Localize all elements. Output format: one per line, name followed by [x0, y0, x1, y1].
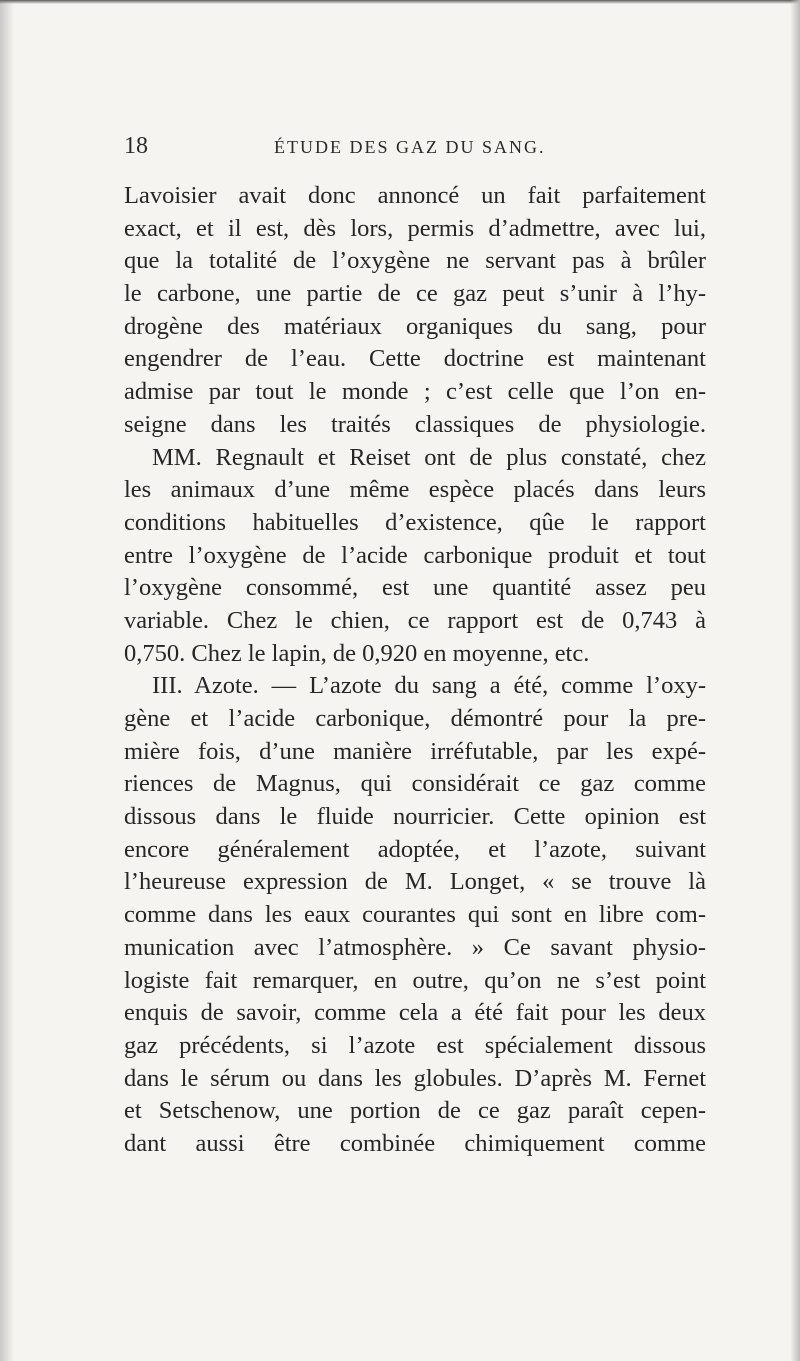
text-line: l’heureuse expression de M. Longet, « se trouve là	[124, 868, 706, 896]
text-line: gaz précédents, si l’azote est spécialement dissous	[124, 1031, 706, 1059]
text-line: Lavoisier avait donc annoncé un fait parfaitement	[124, 182, 706, 209]
text-line: variable. Chez le chien, ce rapport est de 0,743 à	[124, 606, 706, 634]
text-line: le carbone, une partie de ce gaz peut s’unir à l’hy-	[124, 280, 706, 308]
text-line: encore généralement adoptée, et l’azote, suivant	[124, 835, 706, 863]
text-line: munication avec l’atmosphère. » Ce savant physio-	[124, 933, 706, 961]
text-line: dissous dans le fluide nourricier. Cette opinion est	[124, 803, 706, 831]
binding-shadow	[0, 0, 14, 1361]
text-line: riences de Magnus, qui considérait ce gaz comme	[124, 770, 706, 798]
text-line: logiste fait remarquer, en outre, qu’on ne s’est point	[124, 966, 706, 994]
page-right-edge	[790, 0, 800, 1361]
text-line: conditions habituelles d’existence, qûe le rapport	[124, 508, 706, 536]
page-number: 18	[124, 133, 148, 159]
text-line: III. Azote. — L’azote du sang a été, comme l’oxy-	[152, 672, 706, 700]
text-line: MM. Regnault et Reiset ont de plus constaté, chez	[152, 443, 706, 471]
text-line: entre l’oxygène de l’acide carbonique produit et tout	[124, 541, 706, 569]
text-line: les animaux d’une même espèce placés dans leurs	[124, 476, 706, 504]
text-line: engendrer de l’eau. Cette doctrine est maintenant	[124, 345, 706, 373]
text-line: seigne dans les traités classiques de physiologie.	[124, 410, 706, 438]
text-line: que la totalité de l’oxygène ne servant pas à brûler	[124, 247, 706, 275]
text-line: et Setschenow, une portion de ce gaz paraît cepen-	[124, 1097, 706, 1125]
text-line: enquis de savoir, comme cela a été fait pour les deux	[124, 999, 706, 1027]
text-line: drogène des matériaux organiques du sang, pour	[124, 312, 706, 340]
running-title: ÉTUDE DES GAZ DU SANG.	[274, 137, 546, 157]
page-top-edge	[0, 0, 800, 4]
text-line: exact, et il est, dès lors, permis d’admettre, avec lui,	[124, 214, 706, 242]
text-line: dant aussi être combinée chimiquement comme	[124, 1129, 706, 1157]
text-line: 0,750. Chez le lapin, de 0,920 en moyenne, etc.	[124, 639, 590, 667]
text-line: dans le sérum ou dans les globules. D’après M. Fernet	[124, 1064, 706, 1092]
running-header	[124, 133, 704, 169]
text-line: l’oxygène consommé, est une quantité assez peu	[124, 574, 706, 602]
text-line: gène et l’acide carbonique, démontré pour la pre-	[124, 705, 706, 732]
body-text	[124, 180, 706, 1161]
text-line: admise par tout le monde ; c’est celle que l’on en-	[124, 378, 706, 406]
text-line: mière fois, d’une manière irréfutable, par les expé-	[124, 737, 706, 765]
text-line: comme dans les eaux courantes qui sont en libre com-	[124, 901, 706, 929]
